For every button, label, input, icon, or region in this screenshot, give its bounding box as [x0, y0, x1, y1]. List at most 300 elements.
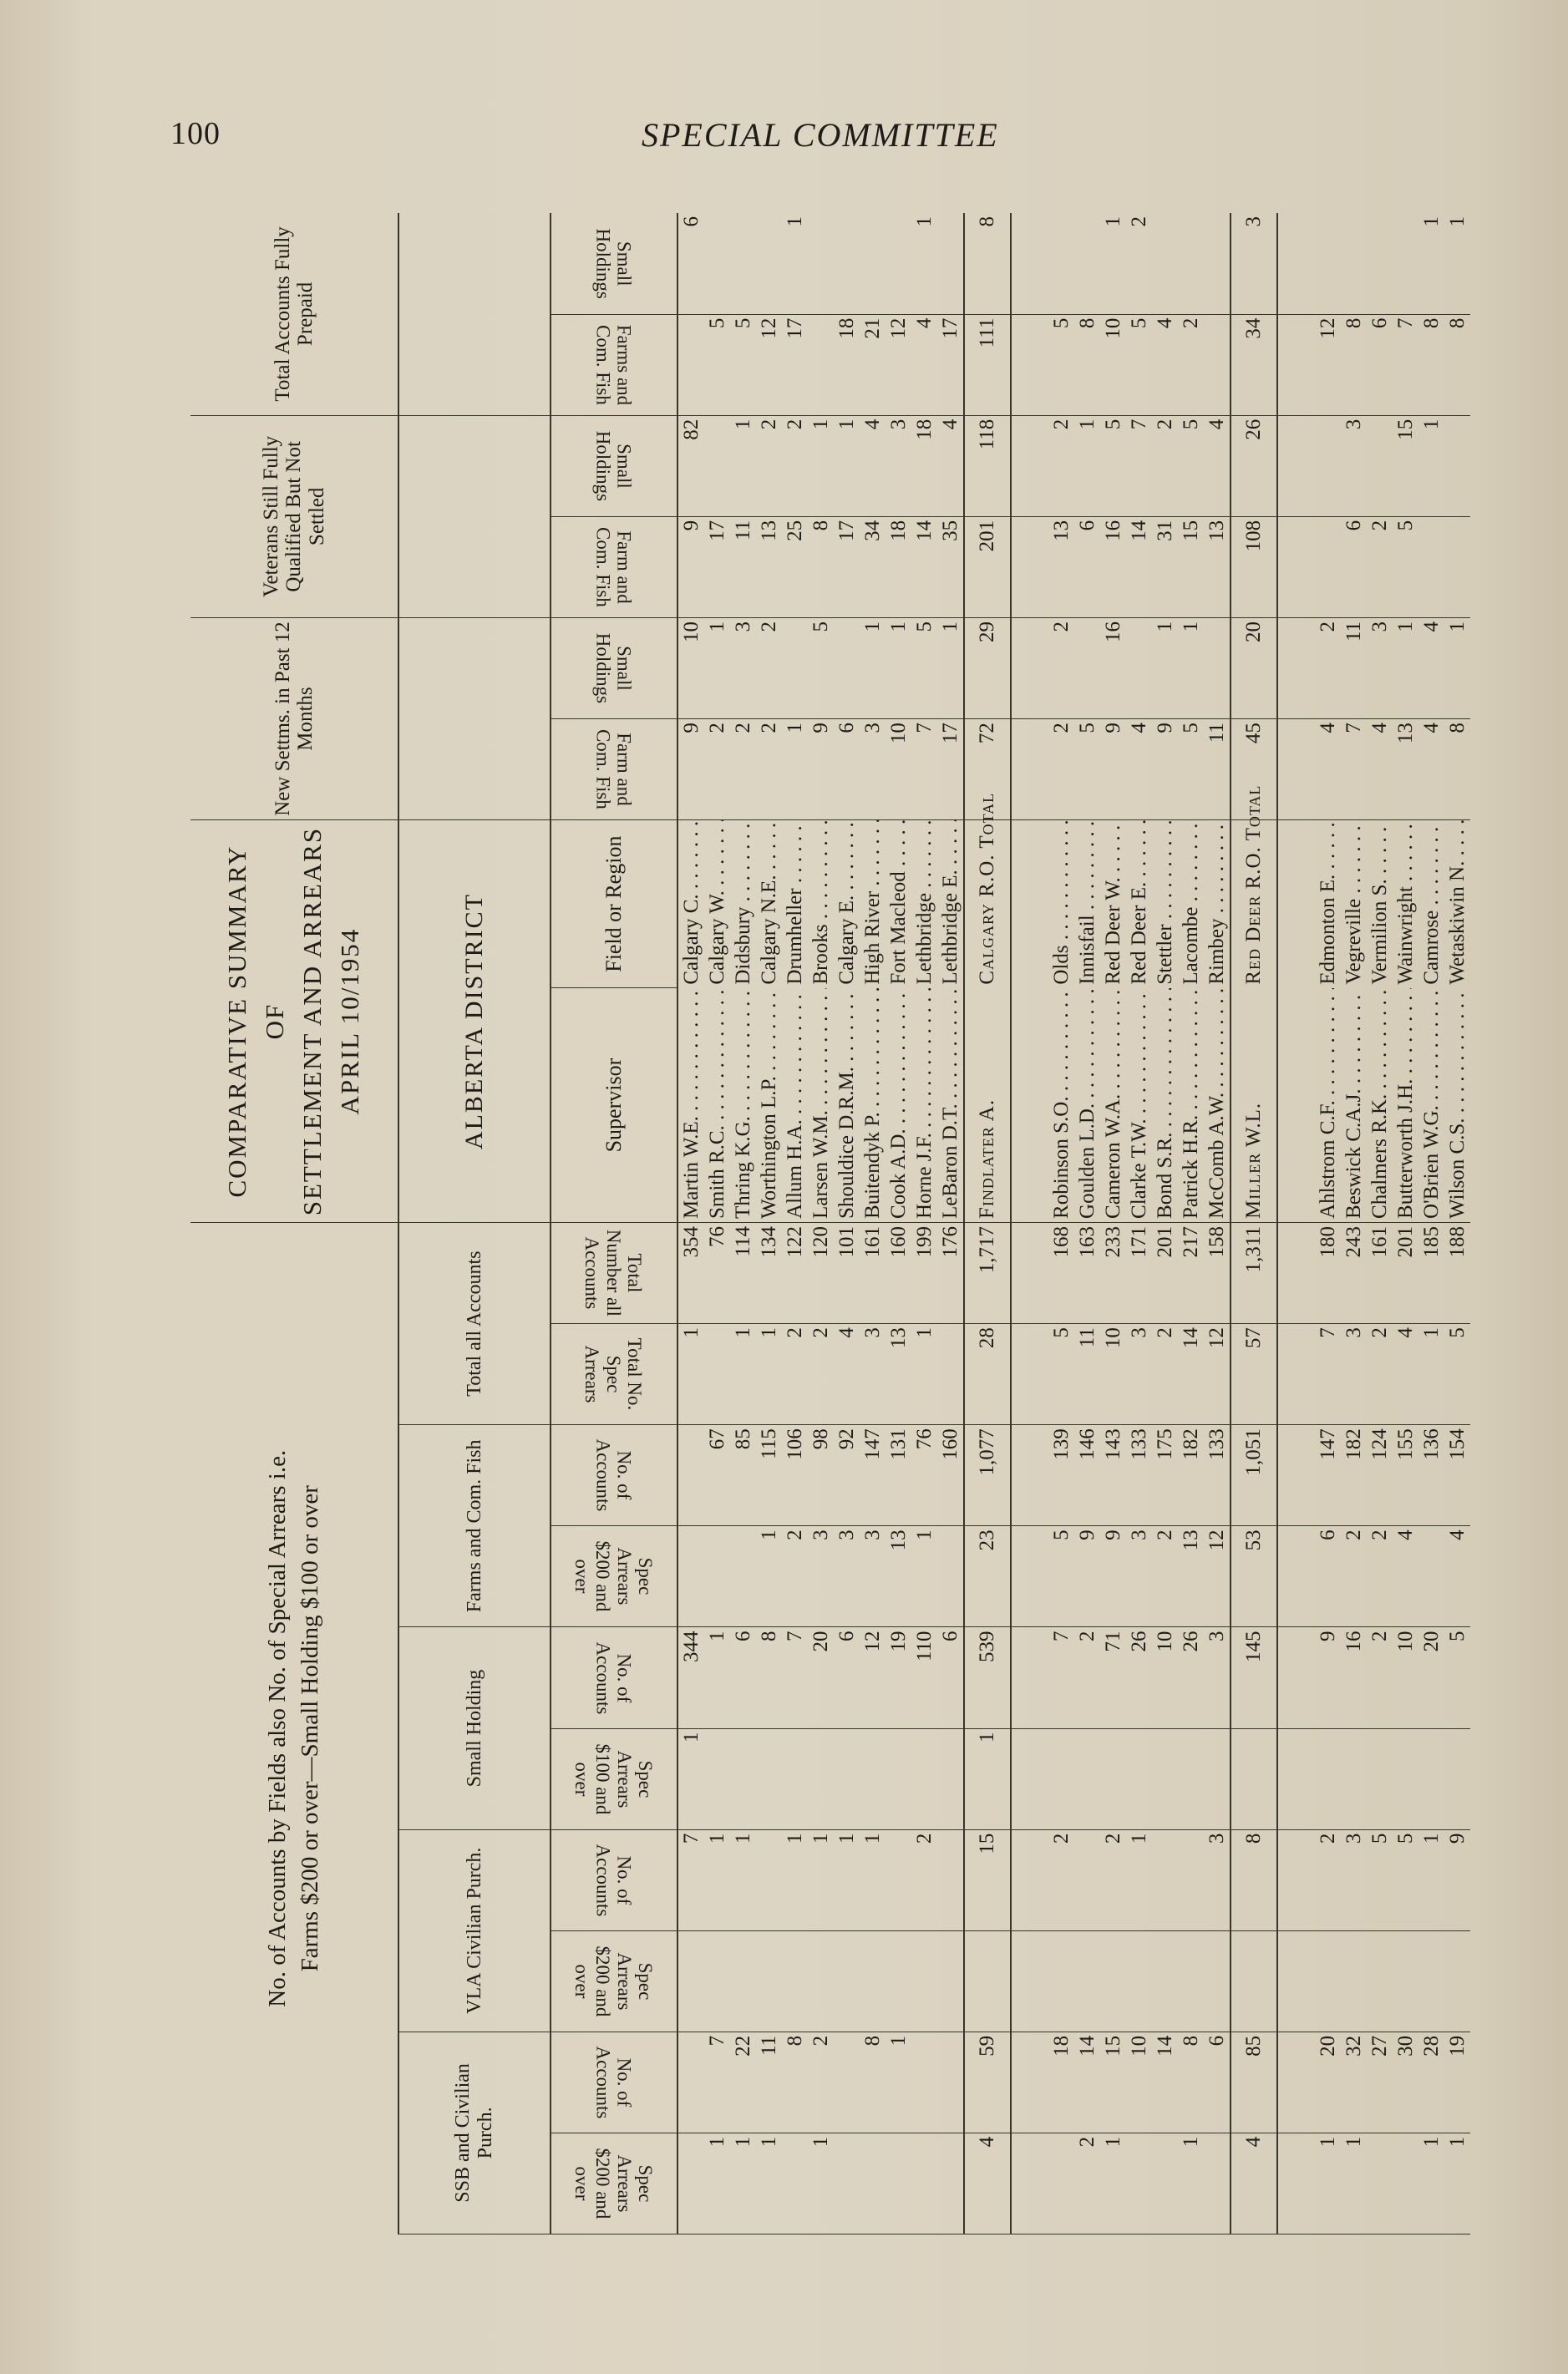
- value-cell: [1126, 617, 1152, 718]
- value-cell: 5: [1393, 516, 1418, 617]
- value-cell: 2: [1126, 213, 1152, 314]
- value-cell: 13: [1178, 1526, 1204, 1627]
- value-cell: [1418, 1526, 1444, 1627]
- table-row: [1315, 213, 1341, 2235]
- value-cell: 188: [1444, 1222, 1470, 1323]
- value-cell: 539: [964, 1627, 1011, 1728]
- region-cell: Red Deer E. . . .: [1126, 820, 1152, 988]
- value-cell: 8: [1341, 314, 1367, 415]
- value-cell: 161: [1367, 1222, 1393, 1323]
- value-cell: [677, 2032, 704, 2133]
- value-cell: 139: [1048, 1425, 1074, 1526]
- value-cell: 14: [1074, 2032, 1100, 2133]
- left-caption: No. of Accounts by Fields also No. of Special Arrears i.e. Farms $200 or over—Small Holding $100 or over: [190, 1222, 398, 2234]
- running-head: SPECIAL COMMITTEE: [642, 116, 999, 154]
- table-row: [1152, 213, 1178, 2235]
- supervisor-cell: Martin W.E. . . .: [677, 988, 704, 1223]
- value-cell: 199: [911, 1222, 937, 1323]
- value-cell: [1152, 1829, 1178, 1930]
- supervisor-cell: Smith R.C. . . .: [704, 988, 730, 1223]
- value-cell: [885, 2133, 911, 2234]
- group-new-settlements: New Settms. in Past 12 Months: [190, 617, 398, 819]
- value-cell: [1418, 1728, 1444, 1829]
- value-cell: 2: [756, 719, 782, 820]
- value-cell: [1393, 2133, 1418, 2234]
- value-cell: 7: [1126, 415, 1152, 516]
- value-cell: 2: [1178, 314, 1204, 415]
- group-small-holding: Small Holding: [398, 1627, 551, 1829]
- table-row: [1178, 213, 1204, 2235]
- value-cell: 180: [1315, 1222, 1341, 1323]
- value-cell: 18: [885, 516, 911, 617]
- value-cell: 7: [1341, 719, 1367, 820]
- value-cell: 1: [964, 1728, 1011, 1829]
- value-cell: [677, 1425, 704, 1526]
- col-supervisor: Supervisor: [551, 988, 677, 1223]
- value-cell: [1444, 415, 1470, 516]
- value-cell: [1204, 213, 1231, 314]
- supervisor-cell: Robinson S.O. . . .: [1048, 988, 1074, 1223]
- value-cell: 2: [1074, 2133, 1100, 2234]
- value-cell: [1074, 1930, 1100, 2032]
- value-cell: 4: [964, 2133, 1011, 2234]
- value-cell: [1152, 1930, 1178, 2032]
- value-cell: 13: [1048, 516, 1074, 617]
- value-cell: 163: [1074, 1222, 1100, 1323]
- value-cell: 12: [1315, 314, 1341, 415]
- value-cell: 4: [1418, 617, 1444, 718]
- col-farms-spec: Spec Arrears $200 and over: [551, 1526, 677, 1627]
- value-cell: 17: [782, 314, 808, 415]
- table-row: [1418, 213, 1444, 2235]
- value-cell: 13: [1393, 719, 1418, 820]
- value-cell: 2: [1048, 617, 1074, 718]
- value-cell: 16: [1100, 617, 1126, 718]
- value-cell: 4: [1204, 415, 1231, 516]
- value-cell: 171: [1126, 1222, 1152, 1323]
- col-field-region: Field or Region: [551, 820, 677, 988]
- value-cell: 1: [834, 415, 860, 516]
- value-cell: [782, 1728, 808, 1829]
- region-cell: Vegreville . . .: [1341, 820, 1367, 988]
- value-cell: [730, 1526, 756, 1627]
- value-cell: 5: [704, 314, 730, 415]
- value-cell: [1393, 1728, 1418, 1829]
- supervisor-cell: Horne J.F. . . .: [911, 988, 937, 1223]
- total-row: [964, 213, 1011, 2235]
- value-cell: 14: [911, 516, 937, 617]
- value-cell: 4: [911, 314, 937, 415]
- value-cell: 19: [885, 1627, 911, 1728]
- value-cell: 2: [1367, 516, 1393, 617]
- value-cell: 143: [1100, 1425, 1126, 1526]
- col-small-spec: Spec Arrears $100 and over: [551, 1728, 677, 1829]
- table-row: [1126, 213, 1152, 2235]
- value-cell: 26: [1231, 415, 1277, 516]
- value-cell: 6: [1204, 2032, 1231, 2133]
- value-cell: 57: [1231, 1324, 1277, 1425]
- value-cell: 5: [1178, 415, 1204, 516]
- value-cell: 136: [1418, 1425, 1444, 1526]
- value-cell: 9: [1444, 1829, 1470, 1930]
- value-cell: 134: [756, 1222, 782, 1323]
- summary-table: [190, 213, 1470, 2235]
- value-cell: 5: [1178, 719, 1204, 820]
- value-cell: 4: [1393, 1526, 1418, 1627]
- table-row: [937, 213, 964, 2235]
- value-cell: 28: [1418, 2032, 1444, 2133]
- value-cell: [860, 2133, 885, 2234]
- value-cell: 6: [677, 213, 704, 314]
- value-cell: 4: [937, 415, 964, 516]
- value-cell: 1: [808, 1829, 834, 1930]
- value-cell: [1152, 1728, 1178, 1829]
- value-cell: 2: [1367, 1526, 1393, 1627]
- value-cell: 160: [885, 1222, 911, 1323]
- col-ssb-spec: Spec Arrears $200 and over: [551, 2133, 677, 2234]
- value-cell: 1: [704, 1627, 730, 1728]
- value-cell: 1: [834, 1829, 860, 1930]
- value-cell: 92: [834, 1425, 860, 1526]
- value-cell: 5: [1048, 1526, 1074, 1627]
- value-cell: [1074, 1728, 1100, 1829]
- value-cell: 22: [730, 2032, 756, 2133]
- value-cell: [1178, 1728, 1204, 1829]
- value-cell: 1: [937, 617, 964, 718]
- value-cell: 1,077: [964, 1425, 1011, 1526]
- value-cell: 1: [1152, 617, 1178, 718]
- value-cell: 133: [1204, 1425, 1231, 1526]
- value-cell: 176: [937, 1222, 964, 1323]
- value-cell: [1315, 516, 1341, 617]
- value-cell: 3: [860, 1324, 885, 1425]
- value-cell: 98: [808, 1425, 834, 1526]
- value-cell: 14: [1178, 1324, 1204, 1425]
- section-gap: [1011, 213, 1048, 2235]
- value-cell: 5: [1100, 415, 1126, 516]
- value-cell: [885, 1930, 911, 2032]
- value-cell: 4: [1126, 719, 1152, 820]
- value-cell: 8: [1231, 1829, 1277, 1930]
- value-cell: 2: [756, 617, 782, 718]
- value-cell: 2: [1100, 1829, 1126, 1930]
- value-cell: 110: [911, 1627, 937, 1728]
- value-cell: 5: [1048, 314, 1074, 415]
- value-cell: [1204, 2133, 1231, 2234]
- value-cell: 3: [834, 1526, 860, 1627]
- value-cell: 201: [1152, 1222, 1178, 1323]
- supervisor-cell: Butterworth J.H. . . .: [1393, 988, 1418, 1223]
- value-cell: 5: [1444, 1324, 1470, 1425]
- value-cell: 201: [964, 516, 1011, 617]
- value-cell: [1178, 1930, 1204, 2032]
- value-cell: 1: [782, 213, 808, 314]
- group-fully-prepaid: Total Accounts Fully Prepaid: [190, 213, 398, 415]
- value-cell: 1: [1418, 213, 1444, 314]
- table-row: [1074, 213, 1100, 2235]
- table-row: [1341, 213, 1367, 2235]
- supervisor-cell: Miller W.L.: [1231, 988, 1277, 1223]
- value-cell: [834, 617, 860, 718]
- value-cell: [704, 1526, 730, 1627]
- value-cell: [808, 1728, 834, 1829]
- value-cell: 7: [911, 719, 937, 820]
- value-cell: 118: [964, 415, 1011, 516]
- value-cell: [677, 1930, 704, 2032]
- value-cell: 10: [1100, 1324, 1126, 1425]
- value-cell: 3: [1204, 1627, 1231, 1728]
- value-cell: 7: [1048, 1627, 1074, 1728]
- value-cell: [834, 2133, 860, 2234]
- value-cell: 6: [937, 1627, 964, 1728]
- value-cell: 1: [730, 415, 756, 516]
- value-cell: 2: [1048, 1829, 1074, 1930]
- value-cell: 76: [704, 1222, 730, 1323]
- table-row: [885, 213, 911, 2235]
- value-cell: [1367, 1728, 1393, 1829]
- value-cell: 1: [1315, 2133, 1341, 2234]
- value-cell: 1: [1444, 2133, 1470, 2234]
- value-cell: 1: [1126, 1829, 1152, 1930]
- region-cell: Edmonton E. . . .: [1315, 820, 1341, 988]
- value-cell: 2: [1048, 719, 1074, 820]
- region-cell: Wetaskiwin N. . . .: [1444, 820, 1470, 988]
- value-cell: 10: [1126, 2032, 1152, 2133]
- value-cell: [1341, 1930, 1367, 2032]
- value-cell: [782, 617, 808, 718]
- supervisor-cell: Bond S.R. . . .: [1152, 988, 1178, 1223]
- table-row: [834, 213, 860, 2235]
- value-cell: 20: [808, 1627, 834, 1728]
- value-cell: 6: [834, 1627, 860, 1728]
- value-cell: [730, 1930, 756, 2032]
- value-cell: [1315, 415, 1341, 516]
- value-cell: 1: [1100, 213, 1126, 314]
- value-cell: 124: [1367, 1425, 1393, 1526]
- supervisor-cell: Goulden L.D. . . .: [1074, 988, 1100, 1223]
- value-cell: [860, 213, 885, 314]
- value-cell: 1: [1178, 2133, 1204, 2234]
- value-cell: 1: [730, 1324, 756, 1425]
- value-cell: 7: [1393, 314, 1418, 415]
- table-body: [677, 213, 1470, 2235]
- region-cell: Didsbury . . .: [730, 820, 756, 988]
- value-cell: 5: [911, 617, 937, 718]
- value-cell: 9: [1074, 1526, 1100, 1627]
- value-cell: 13: [756, 516, 782, 617]
- col-total-spec: Total No. Spec Arrears: [551, 1324, 677, 1425]
- value-cell: 25: [782, 516, 808, 617]
- value-cell: 17: [937, 719, 964, 820]
- value-cell: 2: [756, 415, 782, 516]
- value-cell: 1: [1178, 617, 1204, 718]
- value-cell: 8: [756, 1627, 782, 1728]
- value-cell: [937, 213, 964, 314]
- value-cell: 10: [885, 719, 911, 820]
- value-cell: [1367, 415, 1393, 516]
- value-cell: 1: [756, 2133, 782, 2234]
- supervisor-cell: Worthington L.P. . . .: [756, 988, 782, 1223]
- value-cell: 5: [1074, 719, 1100, 820]
- value-cell: 7: [677, 1829, 704, 1930]
- region-cell: Olds . . .: [1048, 820, 1074, 988]
- value-cell: 1,311: [1231, 1222, 1277, 1323]
- total-row: [1231, 213, 1277, 2235]
- value-cell: 168: [1048, 1222, 1074, 1323]
- value-cell: [1048, 213, 1074, 314]
- value-cell: 3: [1367, 617, 1393, 718]
- value-cell: 17: [834, 516, 860, 617]
- value-cell: 8: [1444, 719, 1470, 820]
- value-cell: 13: [1204, 516, 1231, 617]
- supervisor-cell: Larsen W.M. . . .: [808, 988, 834, 1223]
- value-cell: 2: [1367, 1627, 1393, 1728]
- supervisor-cell: Cameron W.A. . . .: [1100, 988, 1126, 1223]
- value-cell: 1: [1418, 415, 1444, 516]
- region-cell: Lethbridge E. . . .: [937, 820, 964, 988]
- value-cell: 106: [782, 1425, 808, 1526]
- value-cell: [1367, 213, 1393, 314]
- value-cell: 26: [1126, 1627, 1152, 1728]
- value-cell: 6: [834, 719, 860, 820]
- value-cell: 1: [885, 617, 911, 718]
- value-cell: 1: [911, 1324, 937, 1425]
- region-cell: High River . . .: [860, 820, 885, 988]
- value-cell: 4: [1418, 719, 1444, 820]
- value-cell: 4: [1152, 314, 1178, 415]
- value-cell: 15: [964, 1829, 1011, 1930]
- value-cell: 5: [1444, 1627, 1470, 1728]
- value-cell: 2: [1048, 415, 1074, 516]
- value-cell: 133: [1126, 1425, 1152, 1526]
- value-cell: [885, 1728, 911, 1829]
- value-cell: 344: [677, 1627, 704, 1728]
- value-cell: [834, 1728, 860, 1829]
- table-row: [1393, 213, 1418, 2235]
- value-cell: 17: [937, 314, 964, 415]
- value-cell: 85: [1231, 2032, 1277, 2133]
- value-cell: 161: [860, 1222, 885, 1323]
- value-cell: 1: [1418, 1829, 1444, 1930]
- value-cell: 7: [1315, 1324, 1341, 1425]
- value-cell: 53: [1231, 1526, 1277, 1627]
- value-cell: 28: [964, 1324, 1011, 1425]
- col-vet-small: Small Holdings: [551, 415, 677, 516]
- value-cell: [885, 1829, 911, 1930]
- value-cell: 1: [730, 2133, 756, 2234]
- value-cell: 32: [1341, 2032, 1367, 2133]
- value-cell: [756, 1930, 782, 2032]
- value-cell: [1074, 213, 1100, 314]
- value-cell: 11: [730, 516, 756, 617]
- value-cell: 5: [1393, 1829, 1418, 1930]
- value-cell: [834, 1930, 860, 2032]
- value-cell: [677, 2133, 704, 2234]
- table-row: [677, 213, 704, 2235]
- value-cell: 160: [937, 1425, 964, 1526]
- value-cell: 3: [1341, 415, 1367, 516]
- value-cell: 3: [1231, 213, 1277, 314]
- value-cell: 2: [808, 1324, 834, 1425]
- region-cell: Camrose . . .: [1418, 820, 1444, 988]
- value-cell: [1231, 1728, 1277, 1829]
- value-cell: [756, 1728, 782, 1829]
- value-cell: [1315, 1728, 1341, 1829]
- supervisor-cell: Cook A.D. . . .: [885, 988, 911, 1223]
- value-cell: 18: [911, 415, 937, 516]
- supervisor-cell: Buitendyk P. . . .: [860, 988, 885, 1223]
- value-cell: 2: [1152, 415, 1178, 516]
- supervisor-cell: Patrick H.R. . . .: [1178, 988, 1204, 1223]
- value-cell: [756, 1829, 782, 1930]
- value-cell: 7: [704, 2032, 730, 2133]
- supervisor-cell: O'Brien W.G. . . .: [1418, 988, 1444, 1223]
- value-cell: 145: [1231, 1627, 1277, 1728]
- value-cell: 1: [1341, 2133, 1367, 2234]
- value-cell: 6: [1367, 314, 1393, 415]
- value-cell: 3: [860, 1526, 885, 1627]
- value-cell: 10: [677, 617, 704, 718]
- value-cell: 1: [1393, 617, 1418, 718]
- value-cell: [964, 1930, 1011, 2032]
- table-title: COMPARATIVE SUMMARY OF SETTLEMENT AND ARREARS APRIL 10/1954: [190, 820, 398, 1223]
- value-cell: [1100, 1930, 1126, 2032]
- col-ssb-accounts: No. of Accounts: [551, 2032, 677, 2133]
- value-cell: 8: [808, 516, 834, 617]
- value-cell: [885, 213, 911, 314]
- col-prepaid-small: Small Holdings: [551, 213, 677, 314]
- value-cell: 1: [756, 1526, 782, 1627]
- region-cell: Vermilion S. . . .: [1367, 820, 1393, 988]
- value-cell: 2: [1315, 1829, 1341, 1930]
- value-cell: [1048, 1728, 1074, 1829]
- supervisor-cell: Findlater A.: [964, 988, 1011, 1223]
- value-cell: 8: [782, 2032, 808, 2133]
- value-cell: 2: [1074, 1627, 1100, 1728]
- value-cell: 3: [1126, 1324, 1152, 1425]
- value-cell: [937, 1930, 964, 2032]
- value-cell: [911, 1930, 937, 2032]
- value-cell: 122: [782, 1222, 808, 1323]
- region-cell: Rimbey . . .: [1204, 820, 1231, 988]
- value-cell: 6: [1074, 516, 1100, 617]
- page-number: 100: [170, 116, 221, 151]
- value-cell: [677, 1526, 704, 1627]
- value-cell: 1: [808, 415, 834, 516]
- value-cell: [1204, 314, 1231, 415]
- value-cell: 59: [964, 2032, 1011, 2133]
- value-cell: 155: [1393, 1425, 1418, 1526]
- value-cell: 82: [677, 415, 704, 516]
- col-vet-farm: Farm and Com. Fish: [551, 516, 677, 617]
- value-cell: 1: [860, 617, 885, 718]
- value-cell: 3: [860, 719, 885, 820]
- value-cell: 12: [1204, 1324, 1231, 1425]
- region-cell: Innisfail . . .: [1074, 820, 1100, 988]
- table-row: [704, 213, 730, 2235]
- value-cell: [704, 415, 730, 516]
- value-cell: 1: [756, 1324, 782, 1425]
- value-cell: 1: [677, 1728, 704, 1829]
- value-cell: 67: [704, 1425, 730, 1526]
- value-cell: [1367, 2133, 1393, 2234]
- value-cell: [1393, 213, 1418, 314]
- value-cell: 2: [911, 1829, 937, 1930]
- value-cell: 3: [885, 415, 911, 516]
- value-cell: [1204, 1930, 1231, 2032]
- supervisor-cell: Ahlstrom C.F. . . .: [1315, 988, 1341, 1223]
- value-cell: 9: [808, 719, 834, 820]
